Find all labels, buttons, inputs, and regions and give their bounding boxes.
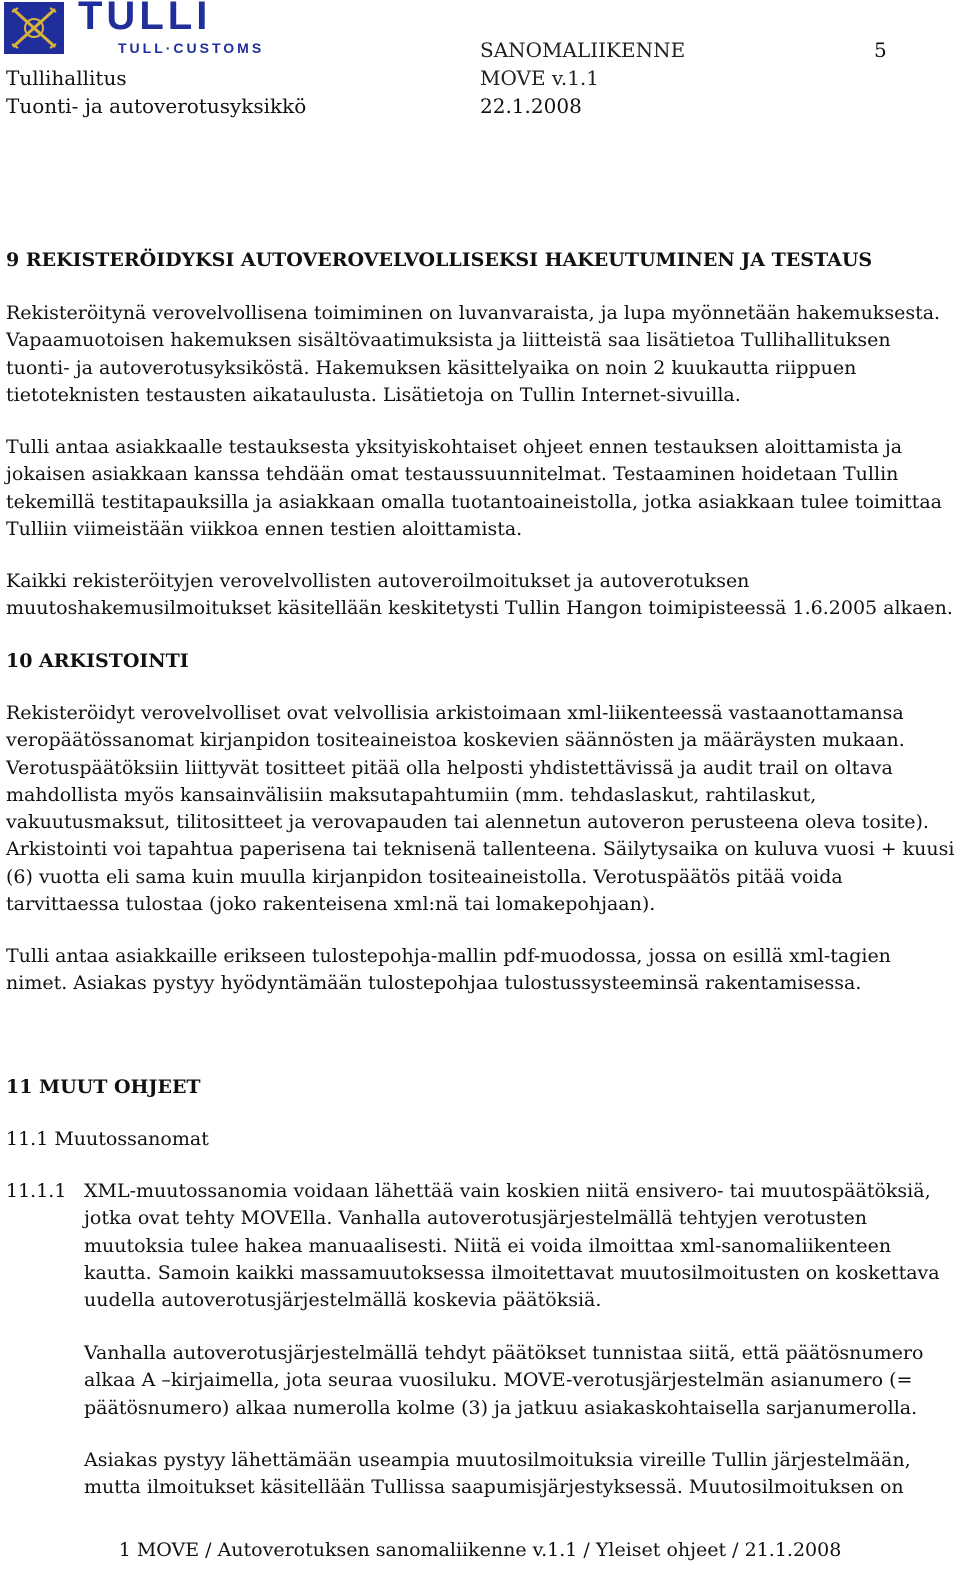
item-paragraph-3: Asiakas pystyy lähettämään useampia muutosilmoituksia vireille Tullin järjestelmään, mutta ilmoitukset käsitellään Tullissa saapumisjärjestyksessä. Muutosilmoituksen on — [84, 1449, 911, 1499]
section-11-1-heading: 11.1 Muutossanomat — [6, 1128, 209, 1150]
logo-subtitle: TULL·CUSTOMS — [118, 40, 265, 56]
page-footer: 1 MOVE / Autoverotuksen sanomaliikenne v.1.1 / Yleiset ohjeet / 21.1.2008 — [118, 1539, 842, 1561]
item-paragraph-2: Vanhalla autoverotusjärjestelmällä tehdyt päätökset tunnistaa siitä, että päätösnumero alkaa A –kirjaimella, jota seuraa vuosiluku. MOVE-verotusjärjestelmän asianumero (= päätösnumero) alkaa numerolla kolme (3) ja jatkuu asiakaskohtaisella sarjanumerolla. — [84, 1342, 924, 1419]
header-org: Tullihallitus — [6, 66, 127, 90]
header-version: MOVE v.1.1 — [480, 66, 600, 90]
item-paragraph-1: XML-muutossanomia voidaan lähettää vain koskien niitä ensivero- tai muutospäätöksiä, jotka ovat tehty MOVElla. Vanhalla autoverotusjärjestelmällä tehtyjen verotusten muutoksia tulee hakea manuaalisesti. Niitä ei voida ilmoittaa xml-sanomaliikenteen kautta. Samoin kaikki massamuutoksessa ilmoitettavat muutosilmoitusten on koskettava uudella autoverotusjärjestelmällä koskevia päätöksiä. — [84, 1180, 940, 1312]
logo-name: TULLI — [78, 0, 212, 38]
section-9-paragraph-3: Kaikki rekisteröityjen verovelvollisten autoveroilmoitukset ja autoverotuksen muutoshakemusilmoitukset käsitellään keskitetysti Tullin Hangon toimipisteessä 1.6.2005 alkaen. — [6, 570, 953, 620]
item-number: 11.1.1 — [6, 1180, 67, 1202]
emblem-icon — [4, 2, 64, 54]
section-10-paragraph-2: Tulli antaa asiakkaille erikseen tulostepohja-mallin pdf-muodossa, jossa on esillä xml-tagien nimet. Asiakas pystyy hyödyntämään tulostepohjaa tulostussysteeminsä rakentamisessa. — [6, 945, 891, 995]
header-date: 22.1.2008 — [480, 94, 582, 118]
section-9-heading: 9 REKISTERÖIDYKSI AUTOVEROVELVOLLISEKSI HAKEUTUMINEN JA TESTAUS — [6, 249, 873, 271]
page-number: 5 — [874, 38, 887, 62]
section-10-heading: 10 ARKISTOINTI — [6, 650, 189, 672]
section-9-paragraph-1: Rekisteröitynä verovelvollisena toimiminen on luvanvaraista, ja lupa myönnetään hakemuksesta. Vapaamuotoisen hakemuksen sisältövaatimuksista ja liitteistä saa lisätietoa Tullihallituksen tuonti- ja autoverotusyksiköstä. Hakemuksen käsittelyaika on noin 2 kuukautta riippuen tietoteknisten testausten aikataulusta. Lisätietoja on Tullin Internet-sivuilla. — [6, 302, 941, 406]
section-11-heading: 11 MUUT OHJEET — [6, 1076, 201, 1098]
section-9-paragraph-2: Tulli antaa asiakkaalle testauksesta yksityiskohtaiset ohjeet ennen testauksen aloittamista ja jokaisen asiakkaan kanssa tehdään omat testaussuunnitelmat. Testaaminen hoidetaan Tullin tekemillä testitapauksilla ja asiakkaan omalla tuotantoaineistolla, jotka asiakkaan tulee toimittaa Tulliin viimeistään viikkoa ennen testien aloittamista. — [6, 436, 943, 540]
header-doc-title: SANOMALIIKENNE — [480, 38, 686, 62]
header-unit: Tuonti- ja autoverotusyksikkö — [6, 94, 307, 118]
section-10-paragraph-1: Rekisteröidyt verovelvolliset ovat velvollisia arkistoimaan xml-liikenteessä vastaanottamansa veropäätössanomat kirjanpidon tositeaineistoa koskevien säännösten ja määräysten mukaan. Verotuspäätöksiin liittyvät tositteet pitää olla helposti yhdistettävissä ja audit trail on oltava mahdollista myös kansainvälisiin maksutapahtumiin (mm. tehdaslaskut, rahtilaskut, vakuutusmaksut, tilitositteet ja verovapauden tai alennetun autoveron perusteena oleva tosite). Arkistointi voi tapahtua paperisena tai teknisenä tallenteena. Säilytysaika on kuluva vuosi + kuusi (6) vuotta eli sama kuin muulla kirjanpidon tositeaineistolla. Verotuspäätös pitää voida tarvittaessa tulostaa (joko rakenteisena xml:nä tai lomakepohjaan). — [6, 702, 955, 916]
tulli-logo — [4, 2, 304, 58]
